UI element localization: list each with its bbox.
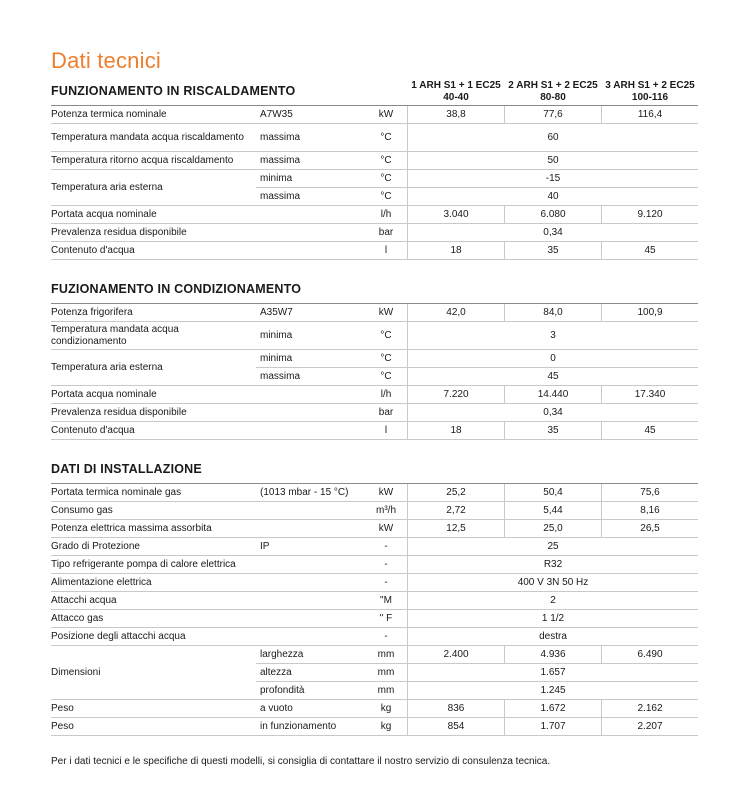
column-divider	[407, 502, 408, 519]
column-divider	[407, 350, 408, 367]
row-condition: minima	[260, 173, 293, 184]
column-divider	[407, 610, 408, 627]
table-row	[51, 242, 698, 260]
table-row	[51, 304, 698, 322]
row-label: Tipo refrigerante pompa di calore elettrica	[51, 558, 236, 570]
row-unit: °C	[380, 191, 392, 202]
row-condition: A7W35	[260, 109, 293, 120]
table-row	[51, 422, 698, 440]
column-divider	[407, 556, 408, 573]
row-condition: altezza	[260, 667, 292, 678]
row-label: Potenza elettrica massima assorbita	[51, 522, 212, 534]
row-value-1: 3.040	[443, 209, 469, 220]
row-unit: bar	[378, 407, 394, 418]
row-label: Temperatura mandata acqua riscaldamento	[51, 131, 244, 143]
column-divider	[601, 106, 602, 123]
row-label: Temperatura mandata acqua condizionamento	[51, 323, 179, 347]
column-divider	[407, 574, 408, 591]
column-divider	[601, 646, 602, 663]
column-divider	[407, 484, 408, 501]
row-value-3: 9.120	[637, 209, 663, 220]
row-unit: l	[384, 245, 388, 256]
table-row	[51, 152, 698, 170]
column-divider	[601, 700, 602, 717]
row-unit: °C	[380, 173, 392, 184]
row-label: Temperatura ritorno acqua riscaldamento	[51, 154, 234, 166]
row-value-merged: 2	[550, 595, 556, 606]
table-row	[51, 610, 698, 628]
row-value-3: 2.207	[637, 721, 663, 732]
table-row	[51, 664, 698, 681]
column-divider	[504, 502, 505, 519]
row-value-1: 18	[450, 425, 462, 436]
column-divider	[407, 520, 408, 537]
row-unit: -	[384, 631, 388, 642]
column-divider	[407, 224, 408, 241]
row-value-2: 84,0	[543, 307, 563, 318]
row-value-2: 1.672	[540, 703, 566, 714]
row-label: Prevalenza residua disponibile	[51, 406, 187, 418]
row-condition: in funzionamento	[260, 721, 337, 732]
row-value-2: 50,4	[543, 487, 563, 498]
table-row	[51, 556, 698, 574]
column-divider	[504, 106, 505, 123]
table-row	[51, 224, 698, 242]
row-value-merged: 50	[547, 155, 559, 166]
row-value-3: 8,16	[640, 505, 660, 516]
row-value-merged: 45	[547, 371, 559, 382]
table-row	[256, 368, 698, 385]
row-value-merged: 60	[547, 132, 559, 143]
row-value-merged: 40	[547, 191, 559, 202]
column-divider	[504, 304, 505, 321]
row-unit: l	[384, 425, 388, 436]
table-row	[51, 206, 698, 224]
row-value-2: 5,44	[543, 505, 563, 516]
table-row	[51, 538, 698, 556]
row-value-merged: 1.245	[540, 685, 566, 696]
row-value-merged: 3	[550, 330, 556, 341]
row-value-merged: 25	[547, 541, 559, 552]
column-divider	[601, 484, 602, 501]
row-value-merged: destra	[539, 631, 567, 642]
column-divider	[504, 242, 505, 259]
table-row	[51, 592, 698, 610]
row-value-merged: 0	[550, 353, 556, 364]
row-unit: l/h	[380, 389, 392, 400]
column-divider	[504, 700, 505, 717]
table-row-group	[51, 170, 698, 206]
row-condition: minima	[260, 353, 293, 364]
row-value-merged: 1 1/2	[541, 613, 565, 624]
row-value-1: 2.400	[443, 649, 469, 660]
column-divider	[601, 502, 602, 519]
row-condition: massima	[260, 155, 301, 166]
row-value-3: 100,9	[637, 307, 663, 318]
row-value-3: 45	[644, 425, 656, 436]
heating-table	[51, 106, 698, 260]
column-divider	[407, 404, 408, 421]
row-unit: kW	[378, 487, 394, 498]
column-divider	[407, 170, 408, 187]
row-condition: IP	[260, 541, 270, 552]
row-unit: °C	[380, 330, 392, 341]
row-value-3: 6.490	[637, 649, 663, 660]
row-value-2: 35	[547, 245, 559, 256]
row-condition: massima	[260, 371, 301, 382]
row-unit: mm	[377, 667, 395, 678]
column-divider	[601, 206, 602, 223]
column-divider	[601, 304, 602, 321]
row-value-merged: 400 V 3N 50 Hz	[517, 577, 589, 588]
table-row	[256, 170, 698, 188]
column-divider	[407, 124, 408, 151]
table-row	[51, 520, 698, 538]
row-condition	[260, 224, 375, 241]
column-divider	[601, 718, 602, 735]
row-unit: °C	[380, 353, 392, 364]
column-divider	[504, 520, 505, 537]
row-value-merged: 0,34	[543, 227, 563, 238]
column-divider	[407, 628, 408, 645]
table-row	[51, 718, 698, 736]
table-row	[51, 404, 698, 422]
column-divider	[407, 188, 408, 205]
table-row	[51, 106, 698, 124]
row-value-2: 35	[547, 425, 559, 436]
table-row	[51, 646, 698, 663]
row-unit: "M	[380, 595, 392, 606]
cooling-heading: FUZIONAMENTO IN CONDIZIONAMENTO	[51, 282, 302, 296]
column-divider	[407, 682, 408, 699]
row-value-2: 14.440	[537, 389, 569, 400]
table-row	[51, 574, 698, 592]
row-condition	[260, 592, 375, 609]
table-row	[51, 386, 698, 404]
table-row	[51, 682, 698, 699]
row-condition	[260, 556, 375, 573]
row-unit: kg	[380, 703, 392, 714]
row-unit: mm	[377, 649, 395, 660]
row-unit: bar	[378, 227, 394, 238]
column-divider	[407, 386, 408, 403]
column-divider	[407, 106, 408, 123]
column-divider	[601, 386, 602, 403]
row-condition	[260, 610, 375, 627]
row-condition: A35W7	[260, 307, 293, 318]
row-value-merged: R32	[543, 559, 563, 570]
row-value-2: 6.080	[540, 209, 566, 220]
row-value-1: 12,5	[446, 523, 466, 534]
table-row	[51, 484, 698, 502]
column-header-3: 3 ARH S1 + 2 EC25 100-116	[605, 80, 695, 103]
row-label: Peso	[51, 720, 74, 732]
row-value-1: 854	[447, 721, 465, 732]
row-value-merged: 1.657	[540, 667, 566, 678]
row-value-3: 75,6	[640, 487, 660, 498]
row-value-2: 4.936	[540, 649, 566, 660]
row-condition	[260, 628, 375, 645]
row-value-2: 1.707	[540, 721, 566, 732]
row-value-3: 116,4	[637, 109, 663, 120]
row-label: Contenuto d'acqua	[51, 244, 135, 256]
table-row	[51, 124, 698, 152]
row-unit: l/h	[380, 209, 392, 220]
column-divider	[407, 700, 408, 717]
row-unit: kg	[380, 721, 392, 732]
column-divider	[407, 592, 408, 609]
install-heading: DATI DI INSTALLAZIONE	[51, 462, 202, 476]
row-label: Temperatura aria esterna	[51, 362, 163, 373]
row-value-3: 26,5	[640, 523, 660, 534]
row-condition: profondità	[260, 685, 305, 696]
row-unit: -	[384, 577, 388, 588]
column-divider	[407, 422, 408, 439]
row-condition: massima	[260, 132, 301, 143]
column-divider	[601, 422, 602, 439]
page-title: Dati tecnici	[51, 48, 161, 73]
row-value-1: 836	[447, 703, 465, 714]
row-value-2: 25,0	[543, 523, 563, 534]
row-condition	[260, 574, 375, 591]
table-row	[51, 628, 698, 646]
row-label: Peso	[51, 702, 74, 714]
row-value-merged: -15	[545, 173, 561, 184]
row-unit: m³/h	[376, 505, 396, 516]
row-unit: °C	[380, 371, 392, 382]
column-divider	[504, 718, 505, 735]
column-divider	[504, 386, 505, 403]
row-unit: " F	[379, 613, 393, 624]
row-condition	[260, 422, 375, 439]
row-unit: kW	[378, 523, 394, 534]
row-condition: a vuoto	[260, 703, 293, 714]
row-label: Potenza frigorifera	[51, 306, 133, 318]
row-value-2: 77,6	[543, 109, 563, 120]
row-value-1: 25,2	[446, 487, 466, 498]
row-label: Portata termica nominale gas	[51, 486, 182, 498]
row-condition: larghezza	[260, 649, 304, 660]
column-divider	[407, 368, 408, 385]
column-divider	[504, 206, 505, 223]
row-label: Dimensioni	[51, 667, 101, 678]
column-divider	[407, 242, 408, 259]
row-label: Prevalenza residua disponibile	[51, 226, 187, 238]
footnote: Per i dati tecnici e le specifiche di questi modelli, si consiglia di contattare il nostro servizio di consulenza tecnica.	[51, 756, 551, 767]
row-label: Portata acqua nominale	[51, 388, 157, 400]
row-condition: massima	[260, 191, 301, 202]
row-value-1: 18	[450, 245, 462, 256]
row-value-1: 42,0	[446, 307, 466, 318]
column-divider	[407, 538, 408, 555]
row-label: Consumo gas	[51, 504, 113, 516]
row-value-1: 2,72	[446, 505, 466, 516]
row-value-3: 45	[644, 245, 656, 256]
row-condition	[260, 404, 375, 421]
column-divider	[601, 520, 602, 537]
row-condition	[260, 386, 375, 403]
install-table	[51, 484, 698, 736]
column-divider	[407, 304, 408, 321]
row-unit: °C	[380, 155, 392, 166]
row-unit: -	[384, 541, 388, 552]
row-label: Contenuto d'acqua	[51, 424, 135, 436]
column-divider	[601, 242, 602, 259]
row-label: Portata acqua nominale	[51, 208, 157, 220]
column-header-2: 2 ARH S1 + 2 EC25 80-80	[508, 80, 598, 103]
column-divider	[407, 152, 408, 169]
row-unit: kW	[378, 109, 394, 120]
column-divider	[407, 206, 408, 223]
dimensions-group	[51, 646, 698, 700]
row-value-1: 7.220	[443, 389, 469, 400]
row-unit: mm	[377, 685, 395, 696]
column-divider	[504, 422, 505, 439]
column-divider	[504, 646, 505, 663]
cooling-table	[51, 304, 698, 440]
heating-heading: FUNZIONAMENTO IN RISCALDAMENTO	[51, 84, 296, 98]
row-value-1: 38,8	[446, 109, 466, 120]
row-label: Attacchi acqua	[51, 594, 117, 606]
column-divider	[504, 484, 505, 501]
table-row	[256, 188, 698, 205]
column-header-1: 1 ARH S1 + 1 EC25 40-40	[411, 80, 501, 103]
table-row	[51, 322, 698, 350]
table-row-group	[51, 350, 698, 386]
row-label: Temperatura aria esterna	[51, 182, 163, 193]
row-label: Potenza termica nominale	[51, 108, 167, 120]
column-divider	[407, 646, 408, 663]
row-label: Alimentazione elettrica	[51, 576, 152, 588]
row-unit: -	[384, 559, 388, 570]
row-unit: kW	[378, 307, 394, 318]
column-divider	[407, 718, 408, 735]
row-label: Grado di Protezione	[51, 540, 140, 552]
row-value-merged: 0,34	[543, 407, 563, 418]
column-divider	[407, 664, 408, 681]
row-condition	[260, 206, 375, 223]
row-condition: (1013 mbar - 15 °C)	[260, 487, 349, 498]
column-divider	[407, 322, 408, 349]
row-label: Attacco gas	[51, 612, 104, 624]
row-condition: minima	[260, 330, 293, 341]
row-condition	[260, 502, 375, 519]
row-condition	[260, 242, 375, 259]
table-row	[256, 350, 698, 368]
table-row	[51, 700, 698, 718]
row-condition	[260, 520, 375, 537]
row-unit: °C	[380, 132, 392, 143]
table-row	[51, 502, 698, 520]
row-label: Posizione degli attacchi acqua	[51, 630, 186, 642]
row-value-3: 2.162	[637, 703, 663, 714]
row-value-3: 17.340	[634, 389, 666, 400]
